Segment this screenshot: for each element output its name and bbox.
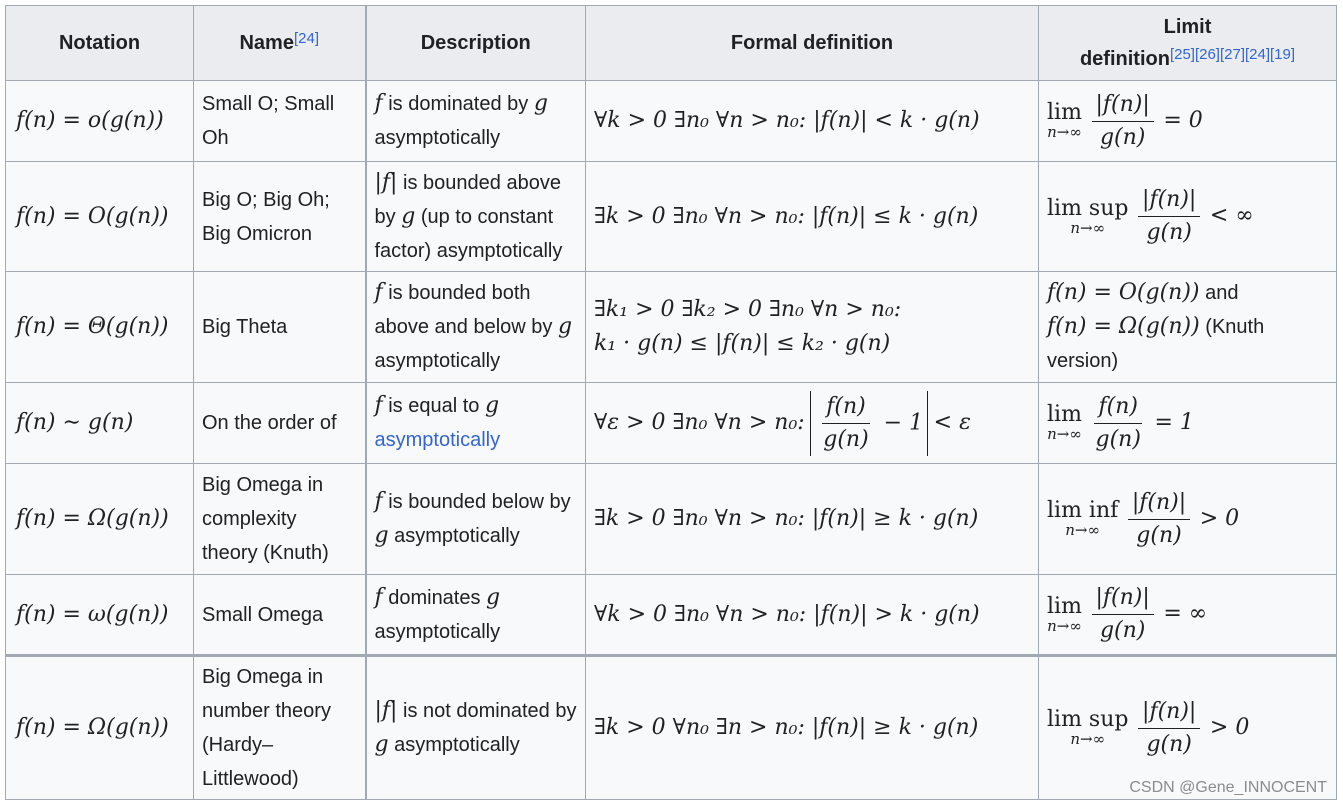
limit-numerator: |f(n)| (1138, 184, 1200, 217)
notation-formula: f(n) = ω(g(n)) (16, 601, 169, 627)
limit-rhs: > 0 (1209, 714, 1250, 740)
limit-formula-big-omega: f(n) = Ω(g(n)) (1047, 314, 1200, 339)
name-cell (194, 464, 366, 575)
header-formal-label: Formal definition (730, 31, 894, 54)
header-name-label: Name (239, 31, 294, 54)
limit-rhs: < ∞ (1209, 202, 1254, 228)
description-cell (366, 656, 586, 800)
notation-formula: f(n) = Θ(g(n)) (16, 314, 169, 339)
notation-cell (6, 383, 194, 464)
desc-g-symbol: g (533, 91, 548, 116)
desc-text-tail: asymptotically (374, 350, 501, 372)
formal-formula: ∃k > 0 ∃n₀ ∀n > n₀: |f(n)| ≤ k · g(n) (594, 203, 979, 229)
desc-g-symbol: g (374, 732, 389, 757)
desc-text: is not dominated by (397, 700, 577, 722)
table-row (6, 81, 1337, 162)
limit-operator (1047, 593, 1082, 635)
table-row (6, 464, 1337, 575)
desc-f-symbol: f (374, 489, 383, 514)
limit-denominator: g(n) (1136, 522, 1182, 548)
limit-sub-text: n→∞ (1070, 218, 1106, 237)
limit-definition-cell (1039, 656, 1337, 800)
limit-formula-big-o: f(n) = O(g(n)) (1047, 280, 1200, 305)
name-citation-link[interactable]: [24] (293, 29, 319, 47)
limit-citation-links[interactable]: [25][26][27][24][19] (1169, 46, 1296, 63)
name-text: Big Omega in number theory (Hardy–Littlewood) (202, 666, 331, 790)
limit-op-text: lim (1047, 402, 1082, 427)
formal-definition-cell (586, 575, 1039, 656)
name-cell (194, 656, 366, 800)
desc-text: is equal to (382, 395, 485, 417)
name-cell (194, 162, 366, 272)
description-cell (366, 162, 586, 272)
formal-formula-line2: k₁ · g(n) ≤ |f(n)| ≤ k₂ · g(n) (594, 331, 891, 356)
limit-operator (1047, 709, 1128, 747)
limit-operator (1047, 195, 1129, 237)
notation-formula: f(n) ∼ g(n) (16, 410, 134, 435)
notation-formula: f(n) = o(g(n)) (16, 108, 164, 133)
limit-rhs: = 1 (1154, 409, 1194, 435)
formal-rhs: < ε (933, 409, 971, 435)
name-cell (194, 272, 366, 383)
header-formal-definition (586, 6, 1039, 81)
notation-cell (6, 464, 194, 575)
formal-definition-cell (586, 656, 1039, 800)
desc-g-symbol: g (374, 523, 389, 548)
table-row (6, 383, 1337, 464)
name-text: Big Omega in complexity theory (Knuth) (202, 474, 329, 564)
name-text: Big Theta (202, 316, 288, 338)
desc-f-symbol: f (374, 280, 383, 305)
formal-definition-cell (586, 272, 1039, 383)
name-cell (194, 575, 366, 656)
notation-cell (6, 81, 194, 162)
formal-definition-cell (586, 464, 1039, 575)
limit-numerator: f(n) (1094, 391, 1141, 424)
header-notation-label: Notation (58, 31, 141, 54)
limit-sub-text: n→∞ (1047, 425, 1082, 443)
header-notation (6, 6, 194, 81)
limit-operator (1047, 102, 1082, 140)
absolute-value-group (810, 391, 928, 456)
formal-definition-cell (586, 383, 1039, 464)
limit-rhs: = 0 (1163, 107, 1203, 133)
header-name (194, 6, 366, 81)
desc-g-symbol: g (484, 393, 500, 418)
desc-g-symbol: g (486, 584, 501, 610)
header-row (6, 6, 1337, 81)
notation-formula: f(n) = Ω(g(n)) (16, 506, 169, 531)
limit-op-text: lim (1047, 100, 1082, 125)
limit-denominator: g(n) (1099, 618, 1146, 643)
formal-formula-line1: ∃k₁ > 0 ∃k₂ > 0 ∃n₀ ∀n > n₀: (594, 297, 902, 322)
limit-numerator: |f(n)| (1092, 582, 1154, 615)
limit-numerator: |f(n)| (1128, 487, 1190, 520)
notation-cell (6, 272, 194, 383)
limit-fraction (1092, 582, 1154, 647)
description-cell (366, 383, 586, 464)
name-text: Small O; Small Oh (202, 93, 335, 149)
name-text: On the order of (202, 412, 337, 434)
table-row (6, 272, 1337, 383)
limit-definition-cell (1039, 383, 1337, 464)
limit-operator (1047, 404, 1082, 442)
formal-numerator: f(n) (822, 391, 869, 424)
formal-formula: ∀k > 0 ∃n₀ ∀n > n₀: |f(n)| > k · g(n) (594, 601, 980, 627)
formal-formula-prefix: ∀ε > 0 ∃n₀ ∀n > n₀: (594, 409, 805, 435)
table-row (6, 656, 1337, 800)
limit-denominator: g(n) (1146, 220, 1192, 245)
limit-fraction (1128, 487, 1190, 552)
formal-minus-one: − 1 (883, 410, 924, 435)
description-cell (366, 81, 586, 162)
notation-cell (6, 162, 194, 272)
name-cell (194, 81, 366, 162)
description-cell (366, 575, 586, 656)
limit-sub-text: n→∞ (1065, 521, 1100, 539)
desc-f-symbol: f (374, 393, 383, 418)
limit-denominator: g(n) (1146, 731, 1192, 757)
limit-definition-cell (1039, 575, 1337, 656)
notation-cell (6, 656, 194, 800)
limit-sub-text: n→∞ (1070, 730, 1106, 748)
limit-definition-cell (1039, 81, 1337, 162)
limit-rhs: > 0 (1199, 505, 1240, 531)
formal-definition-cell (586, 162, 1039, 272)
table-row (6, 162, 1337, 272)
header-description-label: Description (420, 31, 531, 54)
limit-definition-cell (1039, 272, 1337, 383)
limit-fraction (1092, 89, 1154, 154)
limit-rhs: = ∞ (1163, 600, 1208, 626)
table-row (6, 575, 1337, 656)
asymptotically-link[interactable]: asymptotically (374, 429, 501, 451)
header-limit-label-line1: Limit (1163, 16, 1212, 38)
desc-text: is bounded both above and below by (374, 282, 558, 338)
formal-definition-cell (586, 81, 1039, 162)
desc-text-tail: (up to constant factor) asymptotically (374, 205, 563, 262)
desc-text: is bounded below by (382, 491, 571, 513)
limit-definition-cell (1039, 464, 1337, 575)
limit-numerator: |f(n)| (1138, 696, 1200, 729)
desc-text: dominates (382, 586, 487, 609)
limit-sub-text: n→∞ (1047, 123, 1082, 141)
desc-text-tail: asymptotically (374, 127, 501, 149)
desc-f-symbol: |f| (374, 698, 398, 723)
notation-cell (6, 575, 194, 656)
limit-text-knuth: (Knuth version) (1047, 316, 1265, 372)
limit-text-and: and (1199, 282, 1239, 304)
limit-op-text: lim sup (1047, 195, 1129, 221)
desc-text-tail: asymptotically (388, 525, 520, 547)
formal-denominator: g(n) (823, 426, 869, 452)
desc-g-symbol: g (401, 203, 416, 229)
limit-op-text: lim (1047, 593, 1082, 619)
header-limit-label-line2: definition (1079, 48, 1170, 70)
limit-sub-text: n→∞ (1047, 616, 1082, 635)
formal-formula: ∀k > 0 ∃n₀ ∀n > n₀: |f(n)| < k · g(n) (594, 108, 980, 133)
limit-fraction (1138, 696, 1200, 761)
limit-fraction (1092, 391, 1145, 456)
limit-denominator: g(n) (1099, 124, 1146, 150)
notation-formula: f(n) = O(g(n)) (16, 203, 169, 229)
formal-fraction (819, 391, 872, 456)
limit-op-text: lim inf (1047, 498, 1119, 523)
formal-formula: ∃k > 0 ∀n₀ ∃n > n₀: |f(n)| ≥ k · g(n) (594, 715, 979, 740)
header-limit-definition (1039, 6, 1337, 81)
name-text: Big O; Big Oh; Big Omicron (202, 188, 330, 245)
desc-text: is dominated by (382, 93, 534, 115)
limit-op-text: lim sup (1047, 707, 1129, 732)
notation-formula: f(n) = Ω(g(n)) (16, 715, 169, 740)
watermark: CSDN @Gene_INNOCENT (1129, 779, 1327, 796)
limit-operator (1047, 500, 1118, 538)
limit-fraction (1138, 184, 1200, 249)
desc-g-symbol: g (557, 314, 573, 339)
name-text: Small Omega (202, 603, 324, 626)
desc-text-tail: asymptotically (374, 620, 501, 643)
description-cell (366, 464, 586, 575)
formal-formula: ∃k > 0 ∃n₀ ∀n > n₀: |f(n)| ≥ k · g(n) (594, 506, 979, 531)
description-cell (366, 272, 586, 383)
desc-text: is bounded above by (374, 171, 561, 228)
desc-f-symbol: f (374, 91, 383, 116)
limit-denominator: g(n) (1095, 426, 1141, 452)
header-description (366, 6, 586, 81)
limit-definition-cell (1039, 162, 1337, 272)
asymptotic-notation-table (5, 5, 1337, 800)
desc-f-symbol: |f| (374, 169, 398, 195)
desc-f-symbol: f (374, 584, 383, 610)
limit-numerator: |f(n)| (1092, 89, 1154, 122)
desc-text-tail: asymptotically (388, 734, 520, 756)
name-cell (194, 383, 366, 464)
